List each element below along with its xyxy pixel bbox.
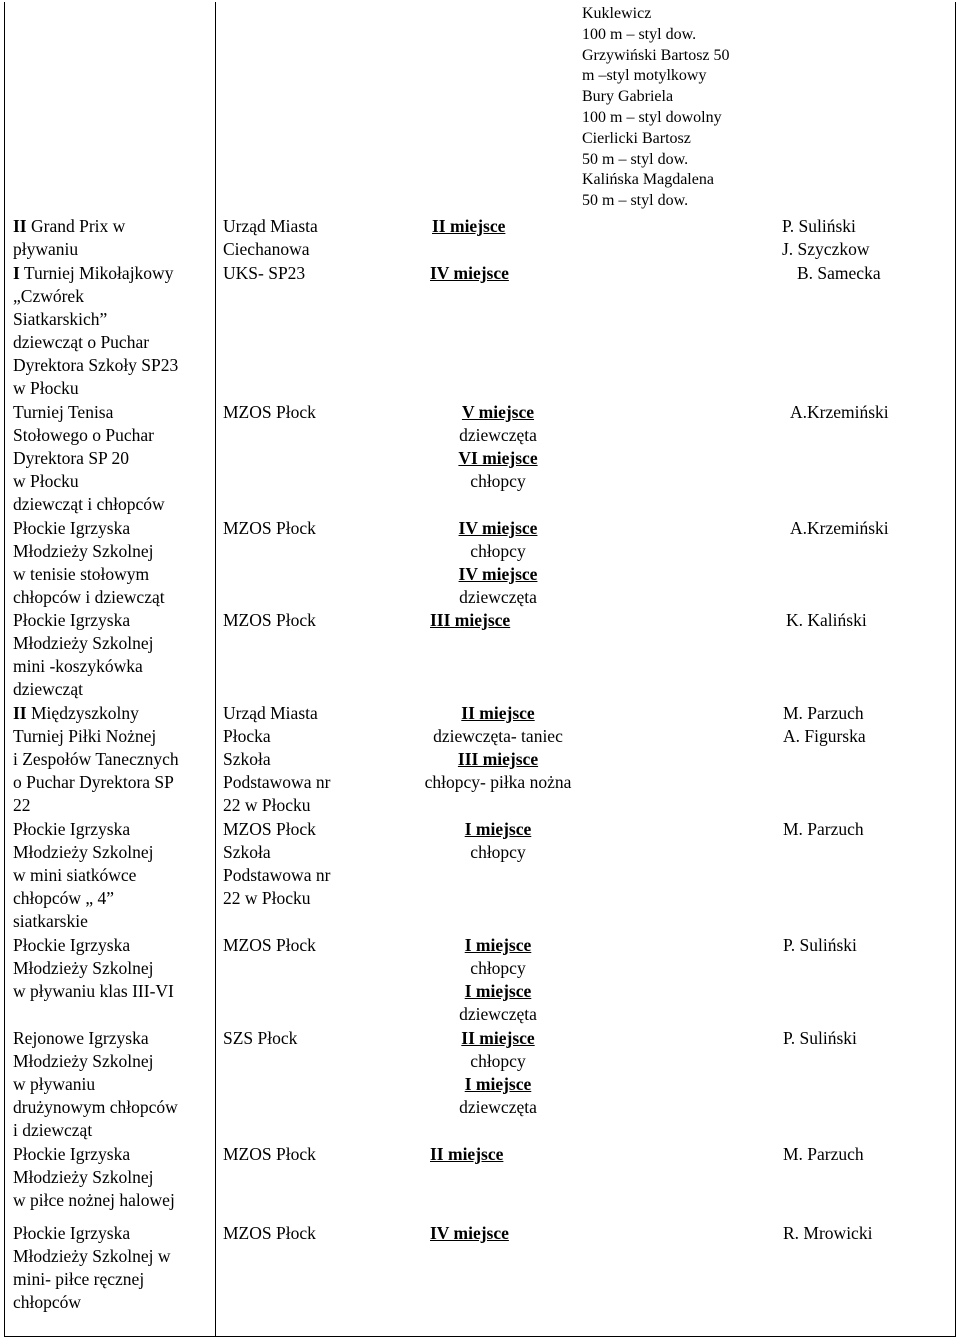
coach-cell <box>786 609 956 632</box>
event-line: i dziewcząt <box>13 1120 93 1140</box>
event-line: w piłce nożnej halowej <box>13 1190 175 1210</box>
coach-name: R. Mrowicki <box>783 1223 873 1243</box>
place-label: IV miejsce <box>458 564 538 584</box>
place-label: III miejsce <box>430 610 511 630</box>
organizer-line: MZOS Płock <box>223 1144 316 1164</box>
event-line: o Puchar Dyrektora SP <box>13 772 174 792</box>
place-label: II miejsce <box>432 216 506 236</box>
organizer-line: Płocka <box>223 726 271 746</box>
place-label: I miejsce <box>464 819 532 839</box>
event-line: Siatkarskich” <box>13 309 108 329</box>
result-cell <box>418 517 578 609</box>
event-cell <box>13 1143 211 1212</box>
event-line: Płockie Igrzyska <box>13 1144 131 1164</box>
place-label: IV miejsce <box>430 1223 509 1243</box>
coach-cell <box>783 1143 953 1166</box>
coach-cell <box>797 262 960 285</box>
event-line: Młodzieży Szkolnej <box>13 842 154 862</box>
organizer-cell <box>223 702 413 817</box>
event-line: Młodzieży Szkolnej w <box>13 1246 171 1266</box>
top-note-line: Bury Gabriela <box>582 88 674 106</box>
organizer-line: MZOS Płock <box>223 518 316 538</box>
top-note-line: Kalińska Magdalena <box>582 171 714 189</box>
event-line: pływaniu <box>13 239 79 259</box>
event-line: w mini siatkówce <box>13 865 137 885</box>
event-cell <box>13 1222 211 1314</box>
table-border-bottom <box>4 1336 956 1337</box>
event-line: chłopców i dziewcząt <box>13 587 165 607</box>
category-label: chłopcy- piłka nożna <box>424 772 572 792</box>
event-line: w tenisie stołowym <box>13 564 150 584</box>
organizer-cell <box>223 818 413 910</box>
organizer-line: Urząd Miasta <box>223 703 318 723</box>
organizer-line: 22 w Płocku <box>223 795 311 815</box>
coach-cell <box>790 401 960 424</box>
place-label: I miejsce <box>464 981 532 1001</box>
category-label: dziewczęta <box>459 1004 537 1024</box>
coach-name: P. Suliński <box>783 935 857 955</box>
place-label: II miejsce <box>430 1144 504 1164</box>
top-note-line: 100 m – styl dowolny <box>582 108 722 126</box>
organizer-cell <box>223 262 413 285</box>
coach-cell <box>790 517 960 540</box>
category-label: dziewczęta- taniec <box>433 726 563 746</box>
organizer-line: 22 w Płocku <box>223 888 311 908</box>
event-line: dziewcząt i chłopców <box>13 494 165 514</box>
organizer-line: MZOS Płock <box>223 1223 316 1243</box>
event-line: mini- piłce ręcznej <box>13 1269 145 1289</box>
event-line: drużynowym chłopców <box>13 1097 178 1117</box>
event-cell <box>13 609 211 701</box>
event-line: siatkarskie <box>13 911 88 931</box>
place-label: I miejsce <box>464 935 532 955</box>
category-label: dziewczęta <box>459 425 537 445</box>
event-cell <box>13 818 211 933</box>
result-cell <box>432 215 592 238</box>
event-line: mini -koszykówka <box>13 656 143 676</box>
organizer-line: Ciechanowa <box>223 239 310 259</box>
event-line: w Płocku <box>13 471 79 491</box>
event-ordinal: II <box>13 216 27 236</box>
coach-name: A. Figurska <box>783 726 866 746</box>
table-border-left <box>4 2 5 1337</box>
organizer-line: Podstawowa nr <box>223 772 331 792</box>
organizer-line: Szkoła <box>223 749 271 769</box>
organizer-line: Podstawowa nr <box>223 865 331 885</box>
event-line: chłopców „ 4” <box>13 888 115 908</box>
event-line: w Płocku <box>13 378 79 398</box>
event-line <box>13 702 211 725</box>
organizer-line: MZOS Płock <box>223 819 316 839</box>
category-label: chłopcy <box>470 1051 526 1071</box>
place-label: VI miejsce <box>458 448 538 468</box>
event-line: Dyrektora Szkoły SP23 <box>13 355 179 375</box>
event-line <box>13 262 211 285</box>
event-line: dziewcząt <box>13 679 83 699</box>
event-line: Młodzieży Szkolnej <box>13 633 154 653</box>
event-line: Rejonowe Igrzyska <box>13 1028 149 1048</box>
event-line: Płockie Igrzyska <box>13 1223 131 1243</box>
event-line: Stołowego o Puchar <box>13 425 154 445</box>
event-cell <box>13 262 211 400</box>
category-label: chłopcy <box>470 541 526 561</box>
event-line: Młodzieży Szkolnej <box>13 1051 154 1071</box>
coach-name: P. Suliński <box>782 216 856 236</box>
event-line: Turniej Tenisa <box>13 402 114 422</box>
coach-name: M. Parzuch <box>783 1144 864 1164</box>
coach-name: K. Kaliński <box>786 610 867 630</box>
organizer-line: Urząd Miasta <box>223 216 318 236</box>
event-line: w pływaniu klas III-VI <box>13 981 174 1001</box>
event-ordinal: I <box>13 263 20 283</box>
result-cell <box>418 401 578 493</box>
coach-cell <box>783 1222 953 1245</box>
place-label: IV miejsce <box>458 518 538 538</box>
organizer-line: UKS- SP23 <box>223 263 306 283</box>
coach-cell <box>783 1027 953 1050</box>
event-line: Płockie Igrzyska <box>13 819 131 839</box>
organizer-cell <box>223 934 413 957</box>
event-line: chłopców <box>13 1292 82 1312</box>
category-label: dziewczęta <box>459 587 537 607</box>
top-note-line: m –styl motylkowy <box>582 67 707 85</box>
top-note-line: Cierlicki Bartosz <box>582 129 691 147</box>
organizer-line: MZOS Płock <box>223 935 316 955</box>
result-cell <box>418 818 578 864</box>
event-line: w pływaniu <box>13 1074 96 1094</box>
organizer-cell <box>223 1027 413 1050</box>
organizer-cell <box>223 609 413 632</box>
event-line: 22 <box>13 795 31 815</box>
event-text: Turniej Mikołajkowy <box>19 263 174 283</box>
result-cell <box>418 934 578 1026</box>
event-cell <box>13 517 211 609</box>
coach-name: M. Parzuch <box>783 703 864 723</box>
category-label: chłopcy <box>470 958 526 978</box>
event-line: i Zespołów Tanecznych <box>13 749 179 769</box>
top-note-line: Kuklewicz <box>582 5 652 22</box>
place-label: III miejsce <box>457 749 539 769</box>
coach-name: M. Parzuch <box>783 819 864 839</box>
place-label: II miejsce <box>461 703 535 723</box>
coach-name: A.Krzemiński <box>790 518 889 538</box>
event-line: Młodzieży Szkolnej <box>13 541 154 561</box>
event-line: „Czwórek <box>13 286 84 306</box>
event-cell <box>13 702 211 817</box>
organizer-cell <box>223 517 413 540</box>
category-label: chłopcy <box>470 471 526 491</box>
column-divider <box>215 2 216 1337</box>
organizer-line: SZS Płock <box>223 1028 298 1048</box>
result-cell <box>430 1143 590 1166</box>
event-line: Młodzieży Szkolnej <box>13 1167 154 1187</box>
organizer-line: Szkoła <box>223 842 271 862</box>
event-cell <box>13 215 211 261</box>
event-text: Grand Prix w <box>26 216 126 236</box>
organizer-cell <box>223 1222 413 1245</box>
result-cell <box>418 1027 578 1119</box>
coach-name: B. Samecka <box>797 263 881 283</box>
top-note-line: 50 m – styl dow. <box>582 150 689 168</box>
result-cell <box>430 1222 590 1245</box>
coach-cell <box>783 818 953 841</box>
event-line: Młodzieży Szkolnej <box>13 958 154 978</box>
event-line: Turniej Piłki Nożnej <box>13 726 157 746</box>
place-label: IV miejsce <box>430 263 509 283</box>
organizer-cell <box>223 215 413 261</box>
category-label: chłopcy <box>470 842 526 862</box>
place-label: V miejsce <box>461 402 535 422</box>
event-line <box>13 215 211 238</box>
event-cell <box>13 401 211 516</box>
coach-cell <box>783 702 953 748</box>
result-cell <box>418 702 578 794</box>
place-label: II miejsce <box>461 1028 535 1048</box>
coach-cell <box>782 215 952 261</box>
coach-name: A.Krzemiński <box>790 402 889 422</box>
result-cell <box>430 262 590 285</box>
event-ordinal: II <box>13 703 27 723</box>
event-line: Płockie Igrzyska <box>13 610 131 630</box>
event-line: Płockie Igrzyska <box>13 935 131 955</box>
top-note-line: 100 m – styl dow. <box>582 25 697 43</box>
organizer-line: MZOS Płock <box>223 610 316 630</box>
coach-cell <box>783 934 953 957</box>
event-line: dziewcząt o Puchar <box>13 332 150 352</box>
top-note-line: Grzywiński Bartosz 50 <box>582 46 730 64</box>
table-border-right <box>955 2 956 1337</box>
event-line: Dyrektora SP 20 <box>13 448 130 468</box>
result-cell <box>430 609 590 632</box>
coach-name: P. Suliński <box>783 1028 857 1048</box>
top-note <box>582 4 730 212</box>
organizer-line: MZOS Płock <box>223 402 316 422</box>
category-label: dziewczęta <box>459 1097 537 1117</box>
coach-name: J. Szyczkow <box>782 239 870 259</box>
event-cell <box>13 1027 211 1142</box>
top-note-line: 50 m – styl dow. <box>582 192 689 210</box>
organizer-cell <box>223 1143 413 1166</box>
place-label: I miejsce <box>464 1074 532 1094</box>
event-cell <box>13 934 211 1003</box>
event-line: Płockie Igrzyska <box>13 518 131 538</box>
event-text: Międzyszkolny <box>26 703 139 723</box>
organizer-cell <box>223 401 413 424</box>
